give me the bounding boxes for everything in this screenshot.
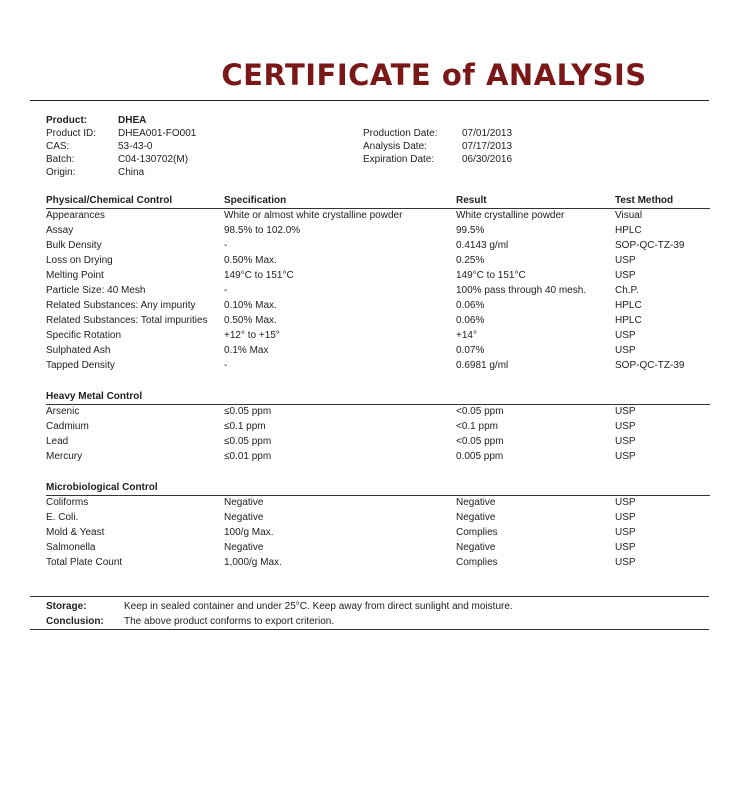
product-info: Product: DHEA Product ID: DHEA001-FO001 CAS: 53-43-0 Batch: C04-130702(M) Origin: China Production Date: 07/01/2013 Analysis Date: 07/17/2013 Expiration Date: 06/30/2016	[46, 115, 513, 178]
table-row: Tapped Density - 0.6981 g/ml SOP-QC-TZ-39	[46, 360, 685, 371]
document-title: CERTIFICATE of ANALYSIS	[221, 58, 647, 92]
table-row: Coliforms Negative Negative USP	[46, 497, 636, 508]
section-header: Physical/Chemical Control Specification Result Test Method	[46, 195, 674, 206]
product-name: DHEA	[118, 115, 147, 126]
footer-bottom-rule	[30, 629, 709, 630]
table-row: Specific Rotation +12° to +15° +14° USP	[46, 330, 636, 341]
conclusion-label: Conclusion:	[46, 616, 104, 627]
section-rule	[46, 495, 710, 496]
storage-label: Storage:	[46, 601, 87, 612]
section-header: Heavy Metal Control	[46, 391, 143, 402]
table-row: Related Substances: Any impurity 0.10% Max. 0.06% HPLC	[46, 300, 642, 311]
table-row: Assay 98.5% to 102.0% 99.5% HPLC	[46, 225, 642, 236]
heavy-metal-section	[46, 391, 710, 466]
table-row: Sulphated Ash 0.1% Max 0.07% USP	[46, 345, 636, 356]
table-row: Cadmium ≤0.1 ppm <0.1 ppm USP	[46, 421, 636, 432]
title-rule	[30, 100, 709, 101]
table-row: Total Plate Count 1,000/g Max. Complies USP	[46, 557, 636, 568]
table-row: Melting Point 149°C to 151°C 149°C to 151°C USP	[46, 270, 636, 281]
physical-chemical-section	[46, 195, 710, 375]
table-row: Salmonella Negative Negative USP	[46, 542, 636, 553]
section-header: Microbiological Control	[46, 482, 158, 493]
microbiological-section	[46, 482, 710, 572]
storage-value: Keep in sealed container and under 25°C. Keep away from direct sunlight and moisture.	[124, 601, 513, 612]
footer-top-rule	[30, 596, 709, 597]
table-row: Particle Size: 40 Mesh - 100% pass through 40 mesh. Ch.P.	[46, 285, 639, 296]
table-row: Related Substances: Total impurities 0.50% Max. 0.06% HPLC	[46, 315, 642, 326]
table-row: Lead ≤0.05 ppm <0.05 ppm USP	[46, 436, 636, 447]
table-row: Bulk Density - 0.4143 g/ml SOP-QC-TZ-39	[46, 240, 685, 251]
conclusion-value: The above product conforms to export criterion.	[124, 616, 335, 627]
table-row: E. Coli. Negative Negative USP	[46, 512, 636, 523]
table-row: Appearances White or almost white crystalline powder White crystalline powder Visual	[46, 210, 643, 221]
table-row: Mold & Yeast 100/g Max. Complies USP	[46, 527, 636, 538]
table-row: Loss on Drying 0.50% Max. 0.25% USP	[46, 255, 636, 266]
section-rule	[46, 404, 710, 405]
section-rule	[46, 208, 710, 209]
table-row: Arsenic ≤0.05 ppm <0.05 ppm USP	[46, 406, 636, 417]
table-row: Mercury ≤0.01 ppm 0.005 ppm USP	[46, 451, 636, 462]
